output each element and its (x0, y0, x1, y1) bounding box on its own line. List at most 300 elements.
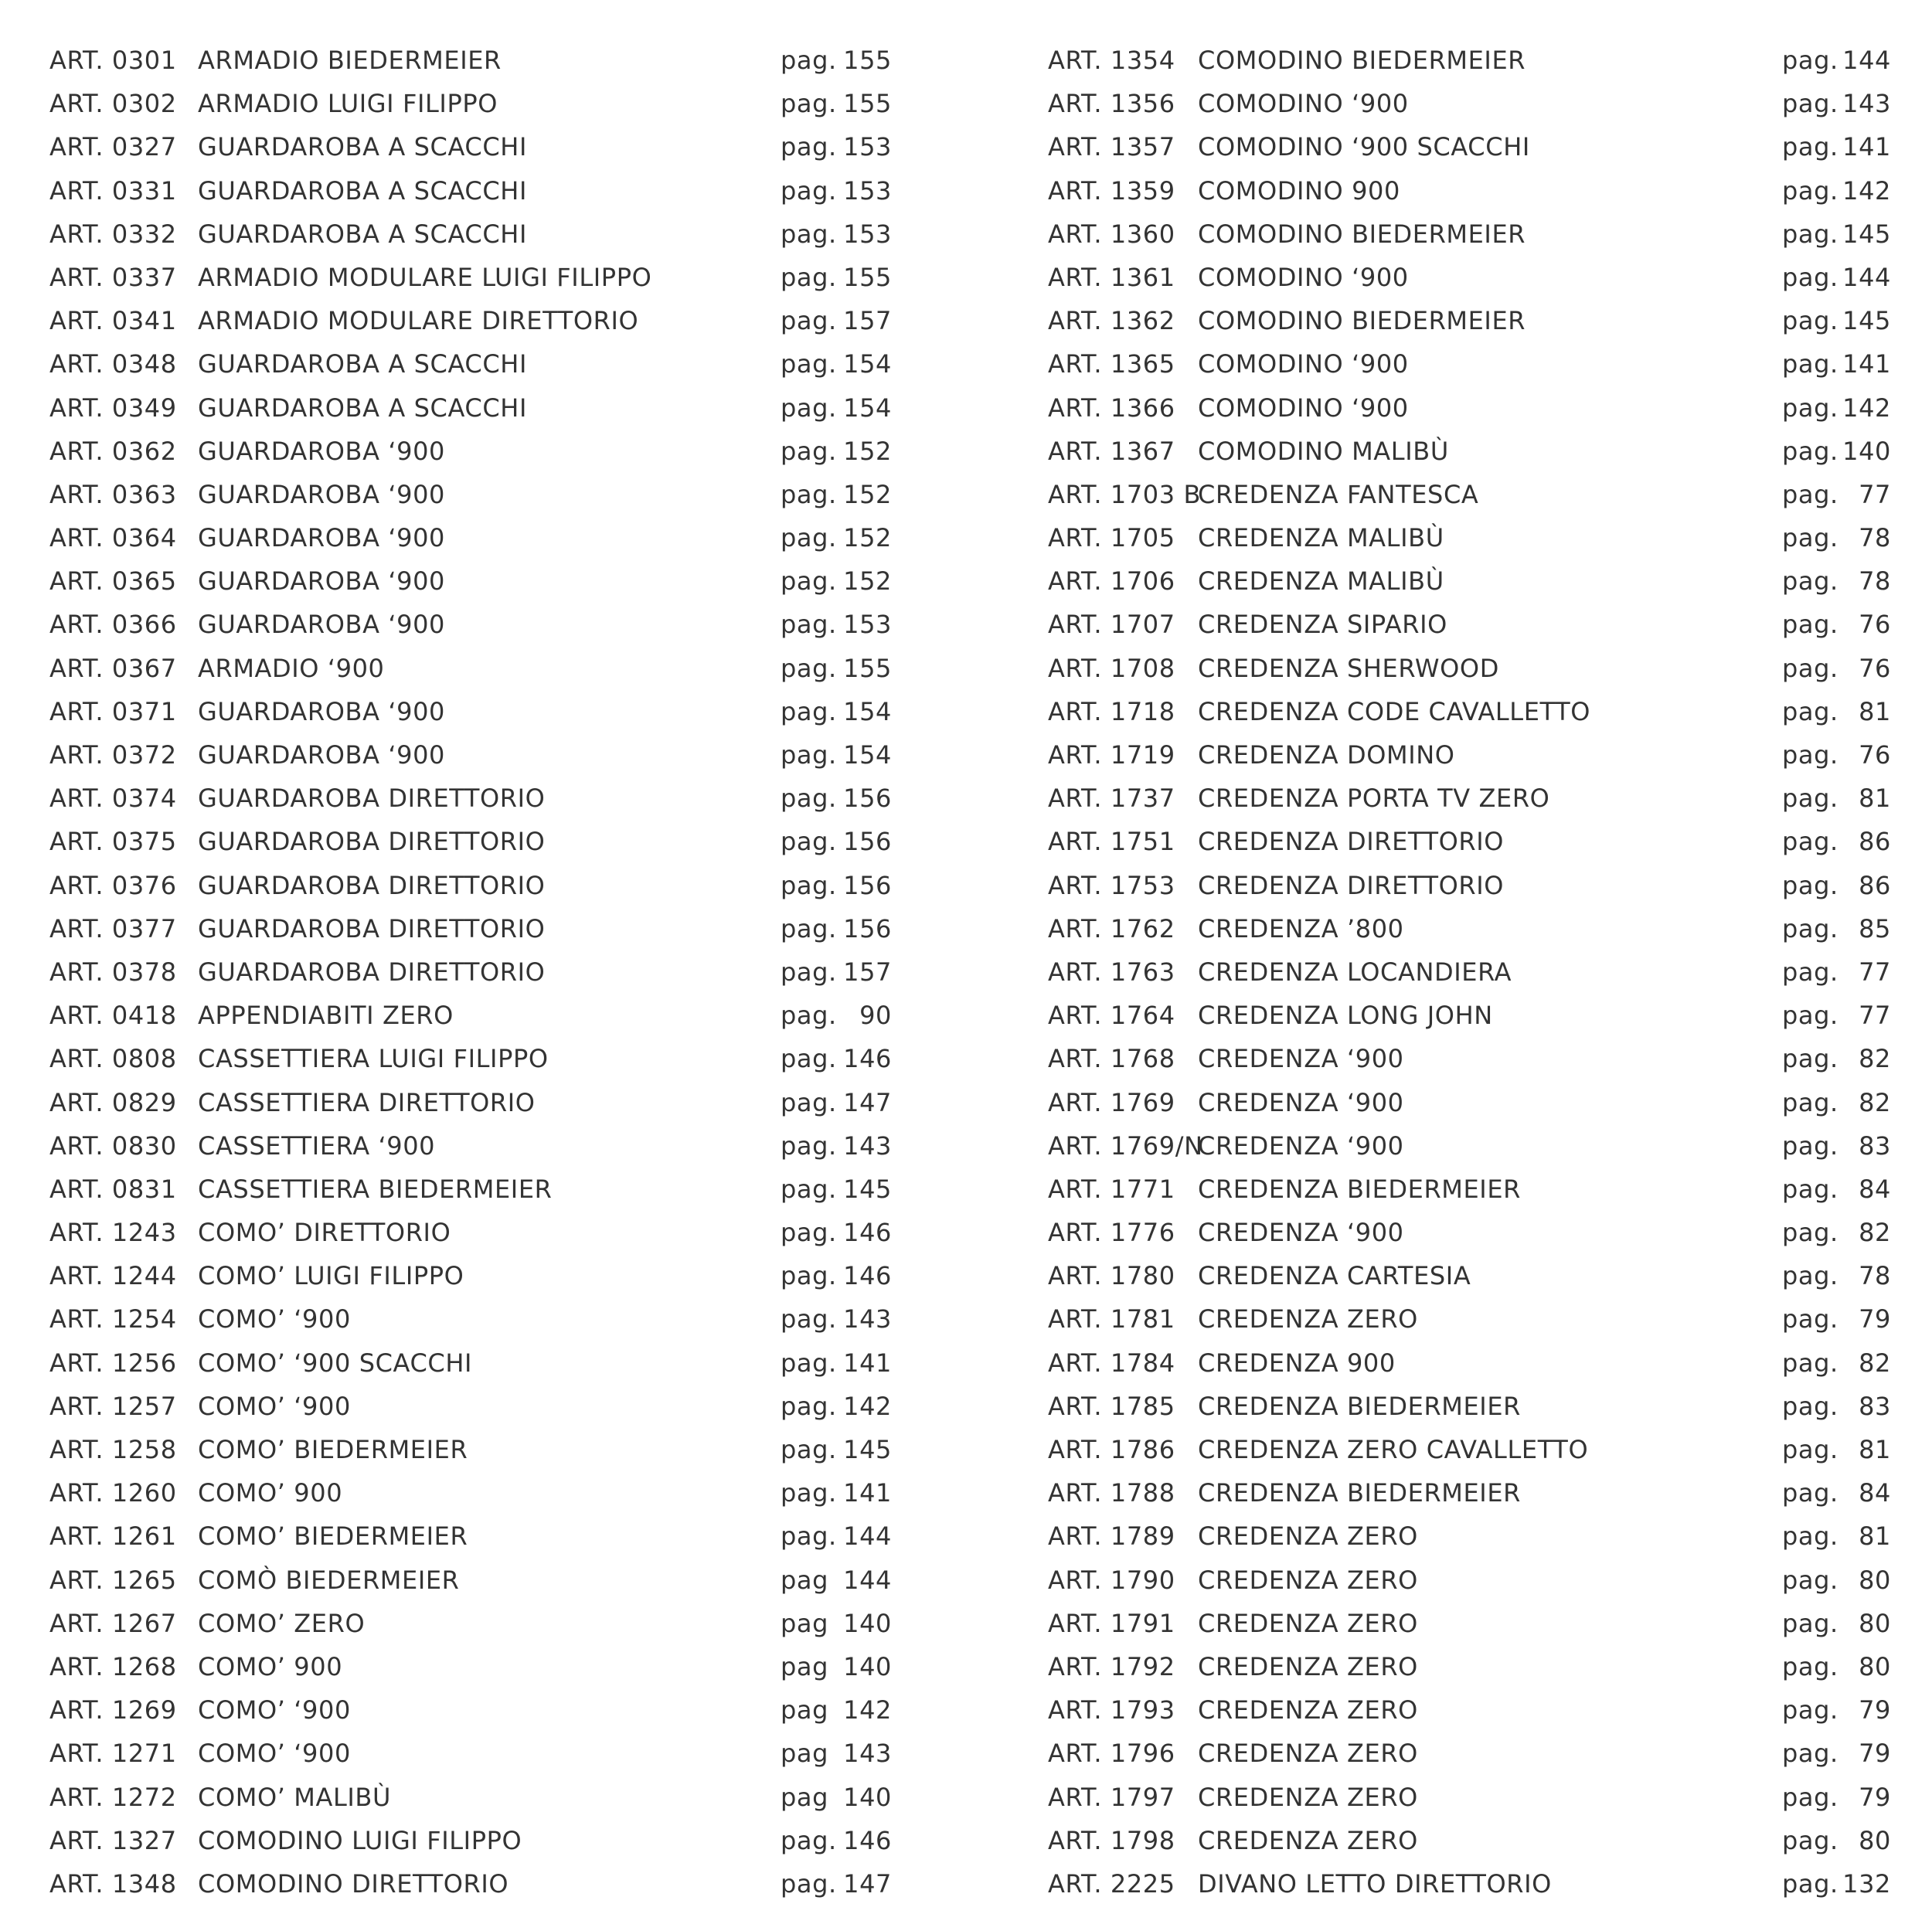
article-description: CREDENZA ZERO (1198, 1651, 1418, 1681)
page-number: 79 (1859, 1695, 1891, 1725)
page-number: 82 (1859, 1044, 1891, 1074)
index-entry (997, 39, 1924, 82)
page-label: pag. (1782, 1174, 1838, 1204)
article-description: CREDENZA ZERO (1198, 1521, 1418, 1552)
article-code: ART. 1272 (49, 1782, 177, 1812)
page-label: pag. (1782, 957, 1838, 987)
article-code: ART. 0830 (49, 1130, 177, 1161)
page-number: 80 (1859, 1825, 1891, 1855)
index-entry (0, 1081, 966, 1124)
article-code: ART. 0327 (49, 132, 177, 162)
page-label: pag. (1782, 870, 1838, 900)
article-code: ART. 1792 (1048, 1651, 1175, 1681)
article-code: ART. 0365 (49, 566, 177, 597)
article-description: COMODINO ‘900 (1198, 262, 1409, 292)
page-number: 77 (1859, 479, 1891, 509)
article-description: CREDENZA BIEDERMEIER (1198, 1478, 1521, 1508)
page-label: pag. (1782, 1478, 1838, 1508)
index-entry (0, 1515, 966, 1558)
index-entry (0, 1124, 966, 1168)
article-code: ART. 0376 (49, 870, 177, 900)
index-entry (997, 1081, 1924, 1124)
index-entry (0, 1602, 966, 1645)
page-number: 147 (843, 1087, 892, 1117)
article-description: COMO’ ZERO (198, 1608, 366, 1638)
index-entry (997, 1037, 1924, 1080)
page-number: 143 (843, 1739, 892, 1769)
page-label: pag. (1782, 393, 1838, 423)
index-entry (997, 1688, 1924, 1732)
page-label: pag. (1782, 132, 1838, 162)
article-code: ART. 0378 (49, 957, 177, 987)
article-description: CREDENZA BIEDERMEIER (1198, 1391, 1521, 1421)
page-number: 86 (1859, 827, 1891, 857)
page-number: 77 (1859, 1001, 1891, 1031)
article-code: ART. 1718 (1048, 696, 1175, 726)
page-number: 154 (843, 740, 892, 770)
article-description: COMODINO LUIGI FILIPPO (198, 1825, 522, 1855)
page-label: pag. (1782, 784, 1838, 814)
page-number: 78 (1859, 523, 1891, 553)
article-code: ART. 1790 (1048, 1565, 1175, 1595)
index-entry (0, 256, 966, 299)
page-label: pag. (1782, 696, 1838, 726)
article-code: ART. 1361 (1048, 262, 1175, 292)
article-code: ART. 1267 (49, 1608, 177, 1638)
page-number: 79 (1859, 1304, 1891, 1334)
page-label: pag. (781, 1130, 837, 1161)
page-number: 142 (843, 1695, 892, 1725)
article-description: CASSETTIERA DIRETTORIO (198, 1087, 536, 1117)
article-code: ART. 0349 (49, 393, 177, 423)
page-number: 80 (1859, 1651, 1891, 1681)
index-entry (0, 559, 966, 603)
page-number: 157 (843, 957, 892, 987)
article-description: ARMADIO BIEDERMEIER (198, 46, 502, 75)
article-code: ART. 1793 (1048, 1695, 1175, 1725)
page-number: 132 (1842, 1868, 1891, 1899)
article-description: COMO’ ‘900 SCACCHI (198, 1348, 473, 1378)
article-description: GUARDAROBA DIRETTORIO (198, 913, 546, 943)
article-description: ARMADIO MODULARE DIRETTORIO (198, 306, 639, 336)
article-description: CREDENZA ZERO (1198, 1739, 1418, 1769)
page-label: pag. (781, 1261, 837, 1291)
page-number: 156 (843, 827, 892, 857)
article-description: CREDENZA ‘900 (1198, 1218, 1404, 1248)
article-code: ART. 1791 (1048, 1608, 1175, 1638)
page-number: 142 (1842, 393, 1891, 423)
article-description: COMODINO DIRETTORIO (198, 1868, 509, 1899)
page-number: 81 (1859, 1521, 1891, 1552)
article-code: ART. 0341 (49, 306, 177, 336)
article-description: COMO’ LUIGI FILIPPO (198, 1261, 464, 1291)
index-entry (0, 777, 966, 820)
page-number: 80 (1859, 1565, 1891, 1595)
index-entry (997, 1559, 1924, 1602)
index-entry (997, 1341, 1924, 1385)
page-number: 145 (1842, 306, 1891, 336)
article-description: ARMADIO ‘900 (198, 653, 385, 683)
page-label: pag. (1782, 262, 1838, 292)
index-entry (0, 473, 966, 516)
article-code: ART. 1703 B (1048, 479, 1202, 509)
article-code: ART. 1354 (1048, 46, 1175, 75)
page-number: 80 (1859, 1608, 1891, 1638)
article-description: COMODINO MALIBÙ (1198, 436, 1449, 466)
article-description: CREDENZA PORTA TV ZERO (1198, 784, 1550, 814)
index-entry (997, 1168, 1924, 1211)
article-description: GUARDAROBA A SCACCHI (198, 393, 527, 423)
index-entry (0, 39, 966, 82)
index-entry (0, 1776, 966, 1819)
page-number: 141 (843, 1348, 892, 1378)
article-code: ART. 1768 (1048, 1044, 1175, 1074)
index-entry (997, 559, 1924, 603)
page-label: pag. (781, 1391, 837, 1421)
article-description: CREDENZA SHERWOOD (1198, 653, 1499, 683)
page-number: 81 (1859, 784, 1891, 814)
page-number: 140 (843, 1782, 892, 1812)
page-number: 90 (859, 1001, 892, 1031)
index-entry (0, 1037, 966, 1080)
article-description: CREDENZA SIPARIO (1198, 610, 1447, 640)
page-label: pag (781, 1782, 829, 1812)
article-description: COMO’ DIRETTORIO (198, 1218, 451, 1248)
article-description: COMODINO BIEDERMEIER (1198, 306, 1526, 336)
page-number: 144 (1842, 46, 1891, 75)
article-code: ART. 1784 (1048, 1348, 1175, 1378)
page-label: pag. (781, 436, 837, 466)
article-description: CREDENZA ZERO (1198, 1565, 1418, 1595)
article-code: ART. 1244 (49, 1261, 177, 1291)
index-entry (997, 777, 1924, 820)
page-number: 147 (843, 1868, 892, 1899)
article-description: COMO’ 900 (198, 1478, 343, 1508)
page-number: 79 (1859, 1739, 1891, 1769)
article-description: GUARDAROBA ‘900 (198, 740, 445, 770)
page-label: pag. (1782, 1261, 1838, 1291)
article-code: ART. 0831 (49, 1174, 177, 1204)
article-description: CASSETTIERA LUIGI FILIPPO (198, 1044, 549, 1074)
article-code: ART. 0377 (49, 913, 177, 943)
article-description: COMODINO ‘900 (1198, 393, 1409, 423)
article-description: COMODINO ‘900 (1198, 349, 1409, 379)
page-label: pag. (1782, 1218, 1838, 1248)
page-label: pag. (1782, 827, 1838, 857)
page-number: 143 (843, 1304, 892, 1334)
page-label: pag. (1782, 1521, 1838, 1552)
article-code: ART. 1261 (49, 1521, 177, 1552)
article-code: ART. 1265 (49, 1565, 177, 1595)
article-code: ART. 1762 (1048, 913, 1175, 943)
article-code: ART. 1327 (49, 1825, 177, 1855)
page-number: 157 (843, 306, 892, 336)
page-label: pag. (781, 957, 837, 987)
page-number: 155 (843, 262, 892, 292)
index-entry (0, 690, 966, 733)
page-number: 140 (843, 1608, 892, 1638)
article-description: CREDENZA BIEDERMEIER (1198, 1174, 1521, 1204)
page-label: pag. (781, 523, 837, 553)
page-label: pag. (781, 1218, 837, 1248)
page-label: pag. (781, 827, 837, 857)
index-entry (0, 994, 966, 1037)
page-number: 155 (843, 653, 892, 683)
index-entry (0, 516, 966, 559)
page-label: pag. (1782, 566, 1838, 597)
article-description: GUARDAROBA ‘900 (198, 566, 445, 597)
page-label: pag. (781, 1435, 837, 1464)
index-entry (0, 1862, 966, 1906)
page-label: pag. (781, 1174, 837, 1204)
article-code: ART. 1256 (49, 1348, 177, 1378)
article-description: COMO’ ‘900 (198, 1739, 351, 1769)
article-code: ART. 1362 (1048, 306, 1175, 336)
index-entry (997, 1732, 1924, 1775)
article-code: ART. 1796 (1048, 1739, 1175, 1769)
page-label: pag. (1782, 1695, 1838, 1725)
article-description: COMO’ ‘900 (198, 1695, 351, 1725)
index-entry (0, 1168, 966, 1211)
page-number: 153 (843, 219, 892, 249)
article-description: GUARDAROBA ‘900 (198, 436, 445, 466)
page-number: 85 (1859, 913, 1891, 943)
page-label: pag. (781, 479, 837, 509)
article-description: ARMADIO LUIGI FILIPPO (198, 89, 498, 119)
index-entry (0, 125, 966, 168)
page-number: 152 (843, 566, 892, 597)
page-number: 156 (843, 870, 892, 900)
page-label: pag. (1782, 175, 1838, 206)
page-label: pag. (1782, 1825, 1838, 1855)
article-code: ART. 0366 (49, 610, 177, 640)
article-code: ART. 0418 (49, 1001, 177, 1031)
article-code: ART. 1788 (1048, 1478, 1175, 1508)
article-description: CASSETTIERA ‘900 (198, 1130, 436, 1161)
index-entry (997, 690, 1924, 733)
page-label: pag. (781, 262, 837, 292)
index-entry (997, 647, 1924, 690)
article-description: CREDENZA ’800 (1198, 913, 1404, 943)
page-label: pag. (1782, 1868, 1838, 1899)
page-label: pag. (1782, 89, 1838, 119)
page-label: pag. (781, 89, 837, 119)
page-label: pag. (1782, 1130, 1838, 1161)
page-label: pag. (781, 393, 837, 423)
index-column-right (997, 39, 1924, 1906)
article-description: GUARDAROBA ‘900 (198, 696, 445, 726)
article-code: ART. 1737 (1048, 784, 1175, 814)
article-description: GUARDAROBA ‘900 (198, 479, 445, 509)
article-description: COMO’ MALIBÙ (198, 1782, 392, 1812)
article-code: ART. 0372 (49, 740, 177, 770)
article-code: ART. 1360 (1048, 219, 1175, 249)
article-code: ART. 0331 (49, 175, 177, 206)
article-code: ART. 0364 (49, 523, 177, 553)
article-description: COMO’ BIEDERMEIER (198, 1521, 468, 1552)
article-description: COMO’ ‘900 (198, 1304, 351, 1334)
page-label: pag. (1782, 1391, 1838, 1421)
article-code: ART. 1260 (49, 1478, 177, 1508)
article-code: ART. 1356 (1048, 89, 1175, 119)
index-entry (0, 1428, 966, 1471)
article-code: ART. 1776 (1048, 1218, 1175, 1248)
page-number: 145 (843, 1435, 892, 1464)
index-entry (997, 1254, 1924, 1297)
page-label: pag. (1782, 523, 1838, 553)
page-label: pag. (781, 740, 837, 770)
article-description: COMODINO ‘900 SCACCHI (1198, 132, 1530, 162)
page-label: pag. (781, 1087, 837, 1117)
page-label: pag. (781, 175, 837, 206)
index-entry (0, 1211, 966, 1254)
page-number: 78 (1859, 1261, 1891, 1291)
page-number: 146 (843, 1825, 892, 1855)
article-description: CREDENZA DOMINO (1198, 740, 1455, 770)
index-entry (997, 950, 1924, 994)
page-number: 140 (1842, 436, 1891, 466)
article-description: GUARDAROBA ‘900 (198, 523, 445, 553)
page-label: pag. (1782, 1651, 1838, 1681)
page-label: pag. (781, 610, 837, 640)
article-description: CREDENZA ZERO CAVALLETTO (1198, 1435, 1589, 1464)
article-description: CREDENZA DIRETTORIO (1198, 870, 1505, 900)
page-label: pag. (781, 653, 837, 683)
page-number: 82 (1859, 1348, 1891, 1378)
index-entry (0, 647, 966, 690)
article-description: GUARDAROBA DIRETTORIO (198, 957, 546, 987)
page-number: 156 (843, 913, 892, 943)
index-entry (997, 386, 1924, 430)
index-entry (997, 299, 1924, 342)
page-label: pag. (1782, 1348, 1838, 1378)
article-code: ART. 0362 (49, 436, 177, 466)
page-label: pag. (781, 306, 837, 336)
page-number: 82 (1859, 1218, 1891, 1248)
article-code: ART. 1357 (1048, 132, 1175, 162)
page-label: pag. (781, 696, 837, 726)
article-code: ART. 1705 (1048, 523, 1175, 553)
page-number: 145 (1842, 219, 1891, 249)
index-entry (997, 169, 1924, 212)
page-number: 153 (843, 610, 892, 640)
page-number: 144 (843, 1565, 892, 1595)
index-column-left (0, 39, 966, 1906)
index-entry (997, 1124, 1924, 1168)
page-label: pag. (781, 1348, 837, 1378)
page-label: pag. (781, 1478, 837, 1508)
article-code: ART. 0332 (49, 219, 177, 249)
page-number: 81 (1859, 1435, 1891, 1464)
article-code: ART. 0371 (49, 696, 177, 726)
page-label: pag. (1782, 653, 1838, 683)
article-code: ART. 1764 (1048, 1001, 1175, 1031)
index-entry (997, 342, 1924, 386)
article-code: ART. 1707 (1048, 610, 1175, 640)
article-code: ART. 1268 (49, 1651, 177, 1681)
index-entry (997, 1819, 1924, 1862)
page-label: pag. (1782, 349, 1838, 379)
index-entry (997, 1645, 1924, 1688)
page-number: 155 (843, 89, 892, 119)
index-entry (0, 1297, 966, 1341)
page-number: 84 (1859, 1174, 1891, 1204)
page-label: pag. (1782, 1304, 1838, 1334)
article-code: ART. 0337 (49, 262, 177, 292)
page-number: 142 (1842, 175, 1891, 206)
article-code: ART. 1719 (1048, 740, 1175, 770)
index-entry (997, 864, 1924, 907)
article-code: ART. 1751 (1048, 827, 1175, 857)
page-label: pag. (781, 1825, 837, 1855)
index-entry (0, 1732, 966, 1775)
index-entry (0, 212, 966, 256)
page-label: pag. (781, 349, 837, 379)
index-entry (997, 733, 1924, 777)
article-description: COMODINO BIEDERMEIER (1198, 219, 1526, 249)
page-number: 144 (843, 1521, 892, 1552)
article-code: ART. 1771 (1048, 1174, 1175, 1204)
index-entry (0, 1819, 966, 1862)
index-entry (0, 1559, 966, 1602)
index-entry (997, 1211, 1924, 1254)
page-label: pag. (781, 1304, 837, 1334)
page-label: pag. (781, 913, 837, 943)
index-entry (0, 1471, 966, 1515)
index-entry (997, 1862, 1924, 1906)
page-label: pag. (1782, 1435, 1838, 1464)
page-number: 83 (1859, 1130, 1891, 1161)
article-description: GUARDAROBA DIRETTORIO (198, 870, 546, 900)
index-entry (0, 907, 966, 950)
page-number: 76 (1859, 653, 1891, 683)
article-description: CREDENZA LONG JOHN (1198, 1001, 1493, 1031)
page-number: 154 (843, 696, 892, 726)
page-label: pag. (781, 1044, 837, 1074)
article-description: COMÒ BIEDERMEIER (198, 1565, 460, 1595)
page-number: 141 (843, 1478, 892, 1508)
article-description: CREDENZA DIRETTORIO (1198, 827, 1505, 857)
article-description: COMODINO 900 (1198, 175, 1400, 206)
page-number: 144 (1842, 262, 1891, 292)
page-number: 78 (1859, 566, 1891, 597)
page-label: pag. (781, 566, 837, 597)
index-entry (0, 1341, 966, 1385)
page-label: pag. (1782, 1608, 1838, 1638)
index-entry (0, 1385, 966, 1428)
page-number: 153 (843, 175, 892, 206)
index-entry (997, 1385, 1924, 1428)
article-description: CASSETTIERA BIEDERMEIER (198, 1174, 553, 1204)
index-entry (0, 733, 966, 777)
article-description: COMODINO ‘900 (1198, 89, 1409, 119)
index-entry (997, 1471, 1924, 1515)
article-description: CREDENZA ZERO (1198, 1695, 1418, 1725)
page-label: pag. (781, 1001, 837, 1031)
article-code: ART. 0302 (49, 89, 177, 119)
page-number: 154 (843, 393, 892, 423)
article-code: ART. 0808 (49, 1044, 177, 1074)
article-description: CREDENZA ZERO (1198, 1782, 1418, 1812)
article-code: ART. 1785 (1048, 1391, 1175, 1421)
page-number: 145 (843, 1174, 892, 1204)
page-label: pag (781, 1608, 829, 1638)
article-code: ART. 1763 (1048, 957, 1175, 987)
article-description: COMO’ BIEDERMEIER (198, 1435, 468, 1464)
article-code: ART. 1271 (49, 1739, 177, 1769)
page-number: 140 (843, 1651, 892, 1681)
page-number: 86 (1859, 870, 1891, 900)
